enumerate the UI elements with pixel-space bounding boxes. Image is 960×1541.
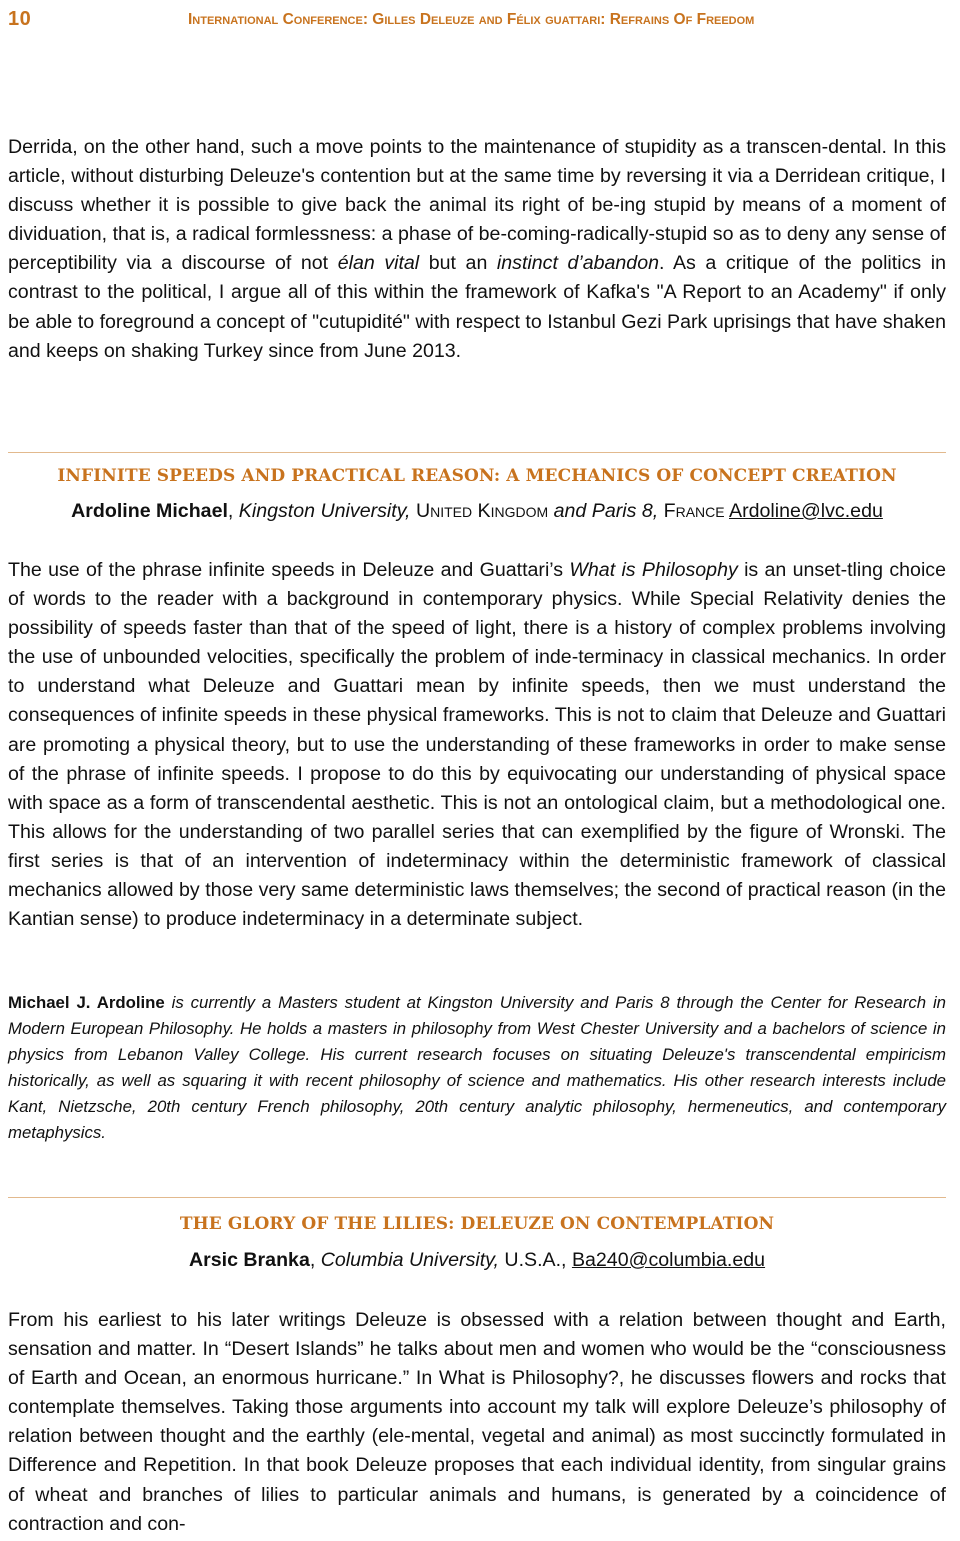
bio-name: Michael J. Ardoline bbox=[8, 993, 165, 1012]
author-line: Ardoline Michael, Kingston University, United Kingdom and Paris 8, France Ardoline@lvc.edu bbox=[71, 500, 883, 522]
p1-seg: . As a critique of the politics in contrast to the political, I argue all of this within the framework of Kafka's "A Report to an Academy" if only be able to foreground a concept of "cutupidité" with respect to Istanbul Gezi Park uprisings that have shaken and keeps on shaking Turkey since from June 2013. bbox=[8, 252, 946, 362]
email-link[interactable]: Ba240@columbia.edu bbox=[571, 1249, 766, 1271]
author-line: Arsic Branka, Columbia University, U.S.A., Ba240@columbia.edu bbox=[188, 1249, 766, 1271]
paragraph-lilies-abstract: From his earliest to his later writings Deleuze is obsessed with a relation between thought and Earth, sensation and matter. In “Desert Islands” he talks about men and women who would be the “consciousness of Earth and Ocean, an enormous hurricane.” In What is Philosophy?, he discusses flowers and rocks that contemplate themselves. Taking those arguments into account my talk will explore Deleuze’s philosophy of relation between thought and the earthly (ele-mental, vegetal and animal) as most succinctly formulated in Difference and Repetition. In that book Deleuze proposes that each individual identity, from singular grains of wheat and branches of lilies to particular animals and humans, is generated by a coincidence of contraction and con- bbox=[8, 1309, 946, 1535]
country: U.S.A. bbox=[504, 1249, 562, 1271]
country: United Kingdom bbox=[415, 500, 549, 522]
p1-seg: Derrida, on the other hand, such a move points to the maintenance of stupidity as a transcen-dental. In this article, without disturbing Deleuze's contention but at the same time by reversing it via a Derridean critique, I discuss whether it is possible to give back the animal its right of be-ing stupid by means of a moment of dividuation, that is, a radical formlessness: a phase of be-coming-radically-stupid so as to deny any sense of perceptibility via a discourse of not bbox=[8, 136, 946, 275]
p1-seg-italic: instinct d’abandon bbox=[496, 252, 660, 275]
p2-seg: is an unset-tling choice of words to the reader with a background in contemporary physics. While Special Relativity denies the possibility of speeds faster than that of the speed of light, there is a history of complex problems involving the use of unbounded velocities, specifically the problem of inde-terminacy in classical mechanics. In order to understand what Deleuze and Guattari mean by infinite speeds, then we must understand the consequences of infinite speeds in these physical frameworks. This is not to claim that Deleuze and Guattari are promoting a physical theory, but to use the understanding of these frameworks in order to make sense of the phrase of infinite speeds. I propose to do this by equivocating our understanding of physical space with space as a form of transcendental aesthetic. This is not an ontological claim, but a methodological one. This allows for the understanding of two parallel series that can exemplified by the figure of Wronski. The first series is that of an intervention of indeterminacy within the deterministic framework of classical mechanics allowed by those very same deterministic laws themselves; the second of practical reason (in the Kantian sense) to produce indeterminacy in a determinate subject. bbox=[8, 559, 946, 931]
affiliation: and Paris 8, bbox=[553, 500, 659, 522]
running-head-title: International Conference: Gilles Deleuze and Félix guattari: Refrains Of Freedom bbox=[188, 11, 755, 28]
bio-text: is currently a Masters student at Kingston University and Paris 8 through the Center for Research in Modern European Philosophy. He holds a masters in philosophy from West Chester University and a bachelors of science in physics from Lebanon Valley College. His current research focuses on situating Deleuze's transcendental empiricism historically, as well as squaring it with recent philosophy of science and mathematics. His other research interests include Kant, Nietzsche, 20th century French philosophy, 20th century analytic philosophy, hermeneutics, and contemporary metaphysics. bbox=[8, 993, 946, 1142]
email-link[interactable]: Ardoline@lvc.edu bbox=[729, 500, 883, 522]
author-name: Ardoline Michael bbox=[71, 500, 228, 522]
author-bio bbox=[8, 990, 946, 1146]
page-number: 10 bbox=[8, 8, 32, 30]
author-name: Arsic Branka bbox=[188, 1249, 310, 1271]
p2-seg-italic: What is Philosophy bbox=[569, 559, 738, 581]
running-head bbox=[8, 6, 946, 32]
section-title: INFINITE SPEEDS AND PRACTICAL REASON: A MECHANICS OF CONCEPT CREATION bbox=[57, 466, 897, 486]
section-divider bbox=[8, 1197, 946, 1198]
country: France bbox=[663, 500, 725, 522]
paragraph-derrida-abstract bbox=[8, 133, 946, 366]
paragraph-infinite-speeds-abstract bbox=[8, 556, 946, 934]
p2-seg: The use of the phrase infinite speeds in Deleuze and Guattari’s bbox=[8, 559, 570, 581]
affiliation: Columbia University, bbox=[320, 1249, 499, 1271]
section-divider bbox=[8, 452, 946, 453]
p1-seg-italic: élan vital bbox=[337, 252, 420, 275]
affiliation: Kingston University, bbox=[238, 500, 411, 522]
p1-seg: but an bbox=[419, 252, 497, 275]
section-title: THE GLORY OF THE LILIES: DELEUZE ON CONTEMPLATION bbox=[179, 1214, 775, 1234]
